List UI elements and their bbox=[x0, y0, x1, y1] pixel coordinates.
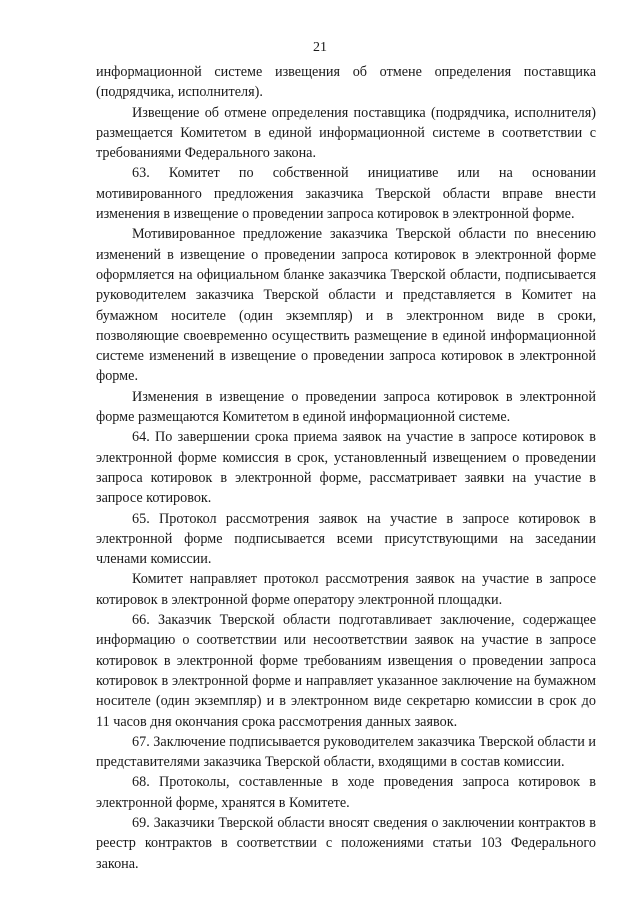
paragraph-motivated-proposal: Мотивированное предложение заказчика Тверской области по внесению изменений в извещение о проведении запроса котировок в электронной форме оформляется на официальном бланке заказчика Тверской области, подписывается руководителем заказчика Тверской области и представляется в Комитет на бумажном носителе (один экземпляр) и в электронном виде в сроки, позволяющие своевременно осуществить размещение в единой информационной системе изменений в извещение о проведении запроса котировок в электронной форме. bbox=[96, 226, 596, 385]
paragraph-item-69: 69. Заказчики Тверской области вносят сведения о заключении контрактов в реестр контрактов в соответствии с положениями статьи 103 Федерального закона. bbox=[96, 814, 596, 872]
paragraph-item-68: 68. Протоколы, составленные в ходе проведения запроса котировок в электронной форме, хранятся в Комитете. bbox=[96, 774, 596, 811]
paragraph-item-64: 64. По завершении срока приема заявок на участие в запросе котировок в электронной форме комиссия в срок, установленный извещением о проведении запроса котировок в электронной форме, рассматривает заявки на участие в запросе котировок. bbox=[96, 429, 596, 507]
paragraph-cancellation-notice: Извещение об отмене определения поставщика (подрядчика, исполнителя) размещается Комитетом в единой информационной системе в соответствии с требованиями Федерального закона. bbox=[96, 104, 596, 162]
paragraph-item-67: 67. Заключение подписывается руководителем заказчика Тверской области и представителями заказчика Тверской области, входящими в состав комиссии. bbox=[96, 733, 596, 771]
paragraph-item-63: 63. Комитет по собственной инициативе или на основании мотивированного предложения заказчика Тверской области вправе внести изменения в извещение о проведении запроса котировок в электронной форме. bbox=[96, 165, 596, 223]
paragraph-item-66: 66. Заказчик Тверской области подготавливает заключение, содержащее информацию о соответствии или несоответствии заявок на участие в запросе котировок в электронной форме требованиям извещения о проведении запроса котировок в электронной форме и направляет указанное заключение на бумажном носителе (один экземпляр) и в электронном виде секретарю комиссии в срок до 11 часов дня окончания срока рассмотрения данных заявок. bbox=[96, 612, 596, 730]
paragraph-protocol-sending: Комитет направляет протокол рассмотрения заявок на участие в запросе котировок в электронной форме оператору электронной площадки. bbox=[96, 571, 596, 608]
page-number: 21 bbox=[313, 40, 327, 55]
paragraph-continuation: информационной системе извещения об отмене определения поставщика (подрядчика, исполнителя). bbox=[96, 64, 596, 101]
paragraph-item-65: 65. Протокол рассмотрения заявок на участие в запросе котировок в электронной форме подписывается всеми присутствующими на заседании членами комиссии. bbox=[96, 510, 596, 568]
paragraph-changes-placement: Изменения в извещение о проведении запроса котировок в электронной форме размещаются Комитетом в единой информационной системе. bbox=[96, 388, 596, 426]
body-text bbox=[96, 62, 596, 874]
